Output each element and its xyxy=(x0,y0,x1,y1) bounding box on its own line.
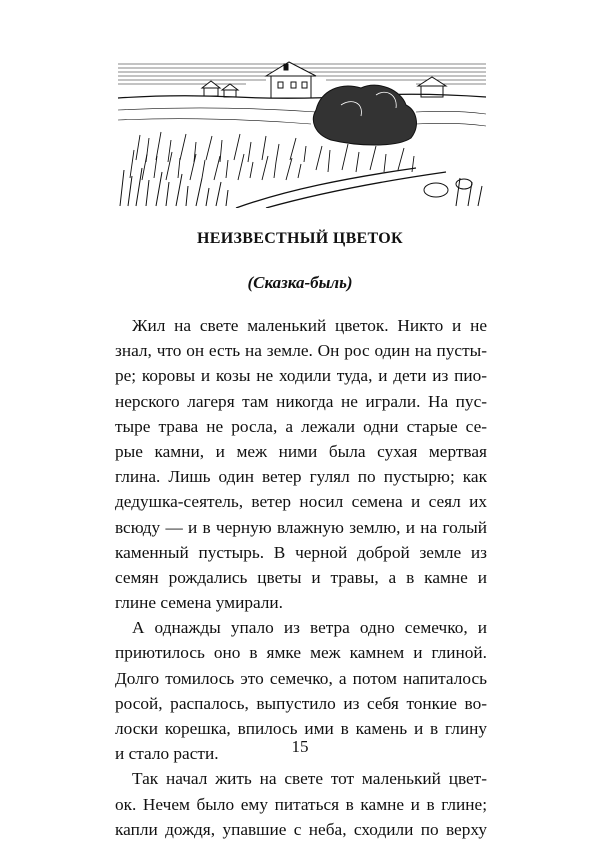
landscape-illustration xyxy=(116,50,488,208)
text-line: Жил на свете маленький цветок. Никто и не xyxy=(132,316,487,335)
text-line: рые камни, и меж ними была сухая мертвая xyxy=(115,441,487,461)
page-subtitle: (Сказка-быль) xyxy=(247,273,353,292)
story-text xyxy=(115,313,487,842)
text-line: А однажды упало из ветра одно семечко, и xyxy=(132,618,487,638)
text-line: и стало расти. xyxy=(115,744,219,764)
landscape-engraving-icon xyxy=(118,62,486,208)
text-line: знал, что он есть на земле. Он рос один на пусты- xyxy=(115,341,487,361)
text-line: ре; коровы и козы не ходили туда, и дети из пио- xyxy=(115,366,487,386)
text-line: капли дождя, упавшие с неба, сходили по верху xyxy=(115,819,487,839)
page-number: 15 xyxy=(291,737,309,756)
text-line: Так начал жить на свете тот маленький цвет- xyxy=(132,769,487,789)
text-line: глина. Лишь один ветер гулял по пустырю; как xyxy=(115,467,487,487)
text-line: семян рождались цветы и травы, а в камне и xyxy=(115,567,487,587)
page-title: НЕИЗВЕСТНЫЙ ЦВЕТОК xyxy=(197,230,403,247)
text-line: росой, распалось, выпустило из себя тонкие во- xyxy=(115,693,487,713)
text-line: тыре трава не росла, а лежали одни старые се- xyxy=(115,416,487,436)
text-line: всюду — и в черную влажную землю, и на голый xyxy=(115,517,487,537)
text-line: лоски корешка, впилось ими в камень и в глину xyxy=(115,719,487,738)
text-line: приютилось оно в ямке меж камнем и глиной. xyxy=(115,643,487,663)
text-line: нерского лагеря там никогда не играли. На пус- xyxy=(115,391,487,411)
text-line: дедушка-сеятель, ветер носил семена и сеял их xyxy=(115,492,487,512)
text-line: глине семена умирали. xyxy=(115,593,283,613)
text-line: каменный пустырь. В черной доброй земле из xyxy=(115,542,487,562)
text-line: ок. Нечем было ему питаться в камне и в глине; xyxy=(115,794,487,814)
text-line: Долго томилось это семечко, а потом напиталось xyxy=(115,668,487,688)
